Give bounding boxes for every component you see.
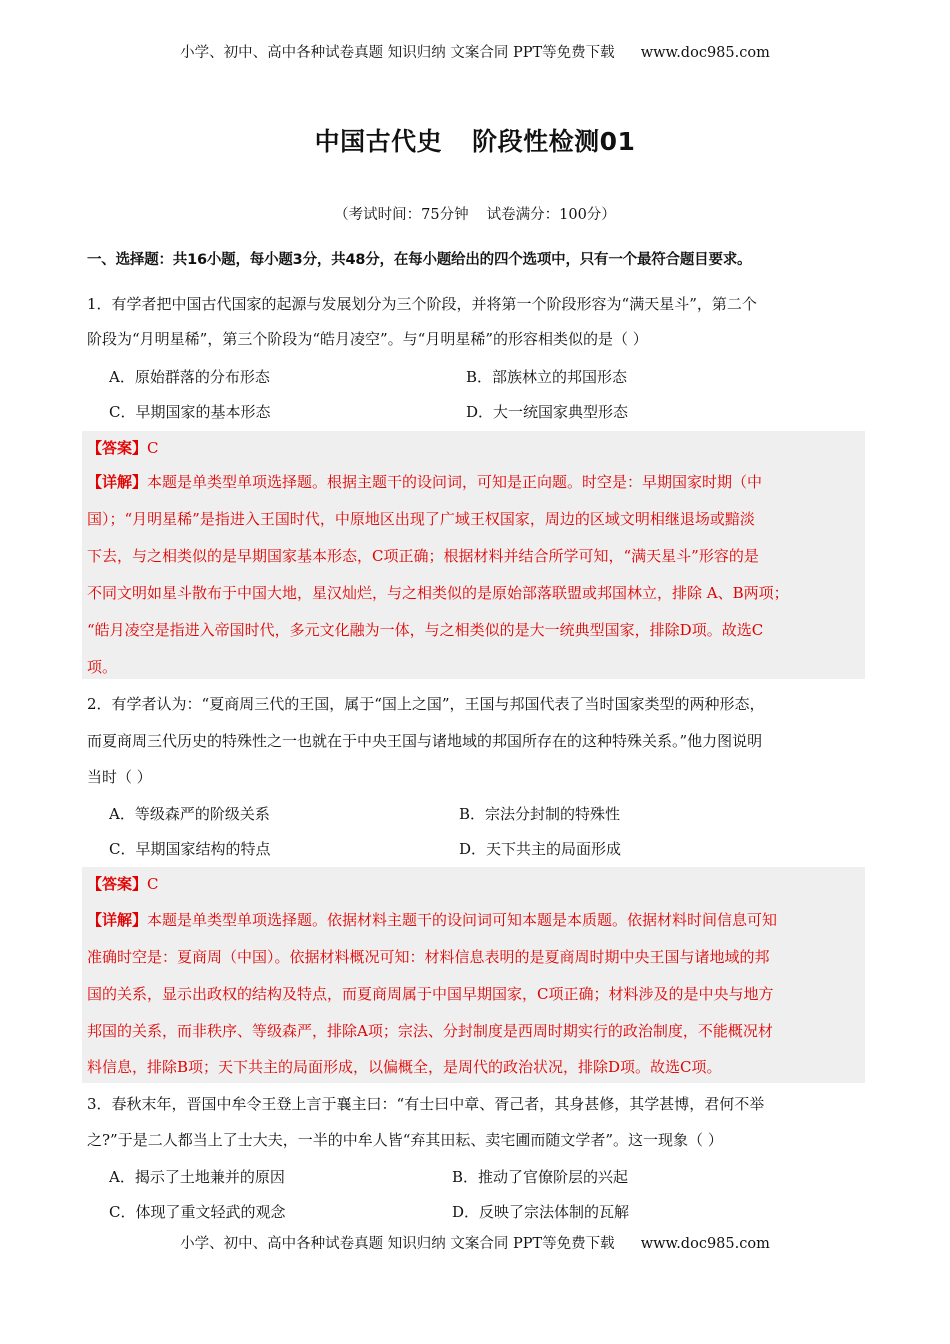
detail-line — [87, 909, 867, 930]
detail-line — [87, 471, 867, 492]
option-d: D．大一统国家典型形态 — [466, 403, 629, 421]
question-text-line: 当时（ ） — [87, 768, 152, 786]
exam-time: （考试时间：75分钟 — [334, 207, 469, 223]
option-d: D．天下共主的局面形成 — [459, 840, 622, 858]
header-text: 小学、初中、高中各种试卷真题 知识归纳 文案合同 PPT等免费下载 — [180, 45, 615, 61]
answer-value: C — [147, 439, 159, 457]
answer-line-1 — [87, 437, 867, 458]
page-header — [0, 41, 950, 62]
option-d: D．反映了宗法体制的瓦解 — [452, 1203, 630, 1221]
answer-box-2 — [82, 867, 865, 1083]
detail-line: 国）；“月明星稀”是指进入王国时代，中原地区出现了广域王权国家，周边的区域文明相继退场或黯淡 — [87, 510, 755, 528]
option-c: C．早期国家的基本形态 — [109, 403, 271, 421]
title-part1: 中国古代史 — [314, 127, 443, 156]
document-title — [0, 122, 950, 158]
option-b: B．部族林立的邦国形态 — [466, 368, 628, 386]
footer-site-link[interactable]: www.doc985.com — [640, 1236, 770, 1252]
header-site-link[interactable]: www.doc985.com — [640, 45, 770, 61]
answer-tag: 【答案】 — [87, 875, 148, 893]
question-text-line: 之?”于是二人都当上了士大夫，一半的中牟人皆“弃其田耘、卖宅圃而随文学者”。这一现象（ ） — [87, 1131, 723, 1149]
option-b: B．推动了官僚阶层的兴起 — [452, 1168, 629, 1186]
answer-value: C — [147, 875, 159, 893]
detail-line: “皓月凌空是指进入帝国时代，多元文化融为一体，与之相类似的是大一统典型国家，排除D项。故选C — [87, 621, 764, 639]
detail-text: 本题是单类型单项选择题。根据主题干的设问词，可知是正向题。时空是：早期国家时期（中 — [147, 473, 763, 491]
section-heading: 一、选择题：共16小题，每小题3分，共48分，在每小题给出的四个选项中，只有一个最符合题目要求。 — [87, 252, 752, 268]
detail-line: 下去，与之相类似的是早期国家基本形态，C项正确；根据材料并结合所学可知，“满天星斗”形容的是 — [87, 547, 759, 565]
page-footer — [0, 1232, 950, 1253]
answer-tag: 【答案】 — [87, 439, 148, 457]
footer-text: 小学、初中、高中各种试卷真题 知识归纳 文案合同 PPT等免费下载 — [180, 1236, 615, 1252]
question-text-line: 1．有学者把中国古代国家的起源与发展划分为三个阶段，并将第一个阶段形容为“满天星斗”，第二个 — [87, 295, 757, 313]
exam-info — [0, 203, 950, 224]
detail-text: 本题是单类型单项选择题。依据材料主题干的设问词可知本题是本质题。依据材料时间信息可知 — [147, 911, 778, 929]
option-c: C．体现了重文轻武的观念 — [109, 1203, 286, 1221]
detail-line: 准确时空是：夏商周（中国）。依据材料概况可知：材料信息表明的是夏商周时期中央王国与诸地域的邦 — [87, 948, 770, 966]
detail-line: 项。 — [87, 658, 118, 676]
detail-line: 邦国的关系，而非秩序、等级森严，排除A项；宗法、分封制度是西周时期实行的政治制度，不能概况材 — [87, 1022, 773, 1040]
detail-line: 不同文明如星斗散布于中国大地，星汉灿烂，与之相类似的是原始部落联盟或邦国林立，排除 A、B两项； — [87, 584, 789, 602]
option-a: A．等级森严的阶级关系 — [109, 805, 270, 823]
option-a: A．原始群落的分布形态 — [109, 368, 270, 386]
question-text-line: 3．春秋末年，晋国中牟令王登上言于襄主曰：“有士曰中章、胥己者，其身甚修，其学甚博，君何不举 — [87, 1095, 765, 1113]
detail-line: 国的关系，显示出政权的结构及特点，而夏商周属于中国早期国家，C项正确；材料涉及的是中央与地方 — [87, 985, 774, 1003]
question-text-line: 阶段为“月明星稀”，第三个阶段为“皓月凌空”。与“月明星稀”的形容相类似的是（ ） — [87, 330, 648, 348]
question-text-line: 2．有学者认为：“夏商周三代的王国，属于“国上之国”，王国与邦国代表了当时国家类型的两种形态， — [87, 695, 765, 713]
detail-tag: 【详解】 — [87, 473, 148, 491]
option-b: B．宗法分封制的特殊性 — [459, 805, 621, 823]
answer-line-2 — [87, 873, 867, 894]
detail-tag: 【详解】 — [87, 911, 148, 929]
question-text-line: 而夏商周三代历史的特殊性之一也就在于中央王国与诸地域的邦国所存在的这种特殊关系。”他力图说明 — [87, 732, 763, 750]
title-part2: 阶段性检测01 — [472, 127, 636, 156]
exam-score: 试卷满分：100分） — [486, 207, 616, 223]
option-c: C．早期国家结构的特点 — [109, 840, 271, 858]
option-a: A．揭示了土地兼并的原因 — [109, 1168, 285, 1186]
detail-line: 料信息，排除B项；天下共主的局面形成，以偏概全，是周代的政治状况，排除D项。故选C项。 — [87, 1058, 722, 1076]
